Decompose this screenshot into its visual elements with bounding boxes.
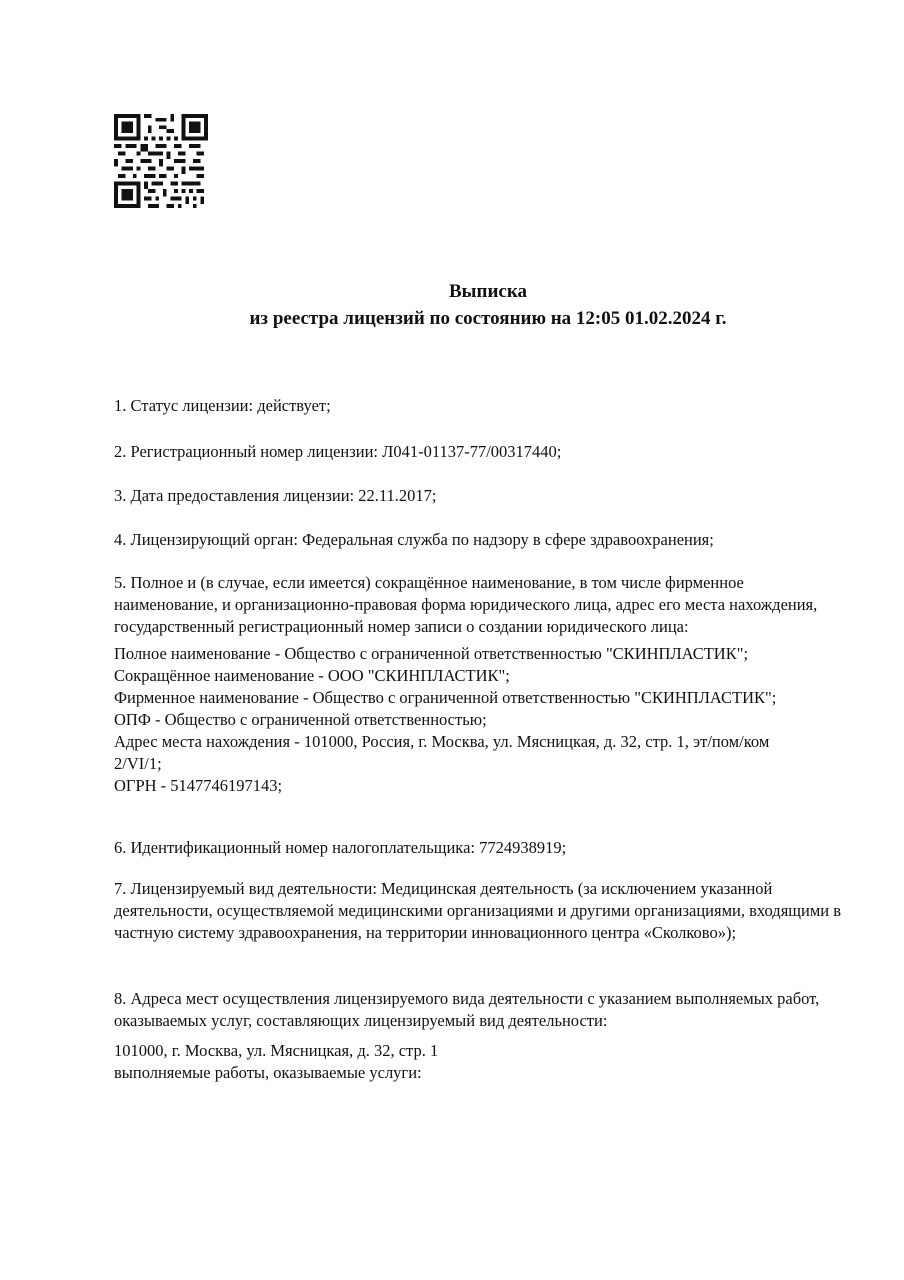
org-short-name: Сокращённое наименование - ООО "СКИНПЛАСТИК"; [114, 666, 510, 685]
org-ogrn: ОГРН - 5147746197143; [114, 776, 283, 795]
item-licensing-authority: 4. Лицензирующий орган: Федеральная служба по надзору в сфере здравоохранения; [114, 529, 714, 549]
item-activity-locations: 8. Адреса мест осуществления лицензируемого вида деятельности с указанием выполняемых работ, оказываемых услуг, составляющих лицензируемый вид деятельности: [114, 988, 820, 1030]
location-works-label: выполняемые работы, оказываемые услуги: [114, 1063, 422, 1082]
document-subtitle: из реестра лицензий по состоянию на 12:05 01.02.2024 г. [249, 308, 727, 329]
org-address-line-2: 2/VI/1; [114, 754, 162, 773]
item-activity-type: 7. Лицензируемый вид деятельности: Медицинская деятельность (за исключением указанной деятельности, осуществляемой медицинскими организациями и другими организациями, входящими в частную систему здравоохранения, на территории инновационного центра «Сколково»); [114, 878, 842, 942]
document-title: Выписка [449, 281, 527, 302]
qr-code [114, 114, 208, 208]
item-issue-date: 3. Дата предоставления лицензии: 22.11.2017; [114, 485, 437, 505]
org-opf: ОПФ - Общество с ограниченной ответственностью; [114, 710, 487, 729]
item-organization-heading: 5. Полное и (в случае, если имеется) сокращённое наименование, в том числе фирменное наименование, и организационно-правовая форма юридического лица, адрес его места нахождения, государственный регистрационный номер записи о создании юридического лица: [114, 572, 818, 636]
item-license-status: 1. Статус лицензии: действует; [114, 395, 331, 415]
org-address-line-1: Адрес места нахождения - 101000, Россия, г. Москва, ул. Мясницкая, д. 32, стр. 1, эт/пом/ком [114, 732, 770, 751]
organization-details [114, 643, 849, 797]
item-inn: 6. Идентификационный номер налогоплательщика: 7724938919; [114, 837, 567, 857]
location-block [114, 1040, 849, 1084]
item-registration-number: 2. Регистрационный номер лицензии: Л041-01137-77/00317440; [114, 441, 562, 461]
org-brand-name: Фирменное наименование - Общество с ограниченной ответственностью "СКИНПЛАСТИК"; [114, 688, 777, 707]
org-full-name: Полное наименование - Общество с ограниченной ответственностью "СКИНПЛАСТИК"; [114, 644, 749, 663]
location-address: 101000, г. Москва, ул. Мясницкая, д. 32, стр. 1 [114, 1041, 439, 1060]
